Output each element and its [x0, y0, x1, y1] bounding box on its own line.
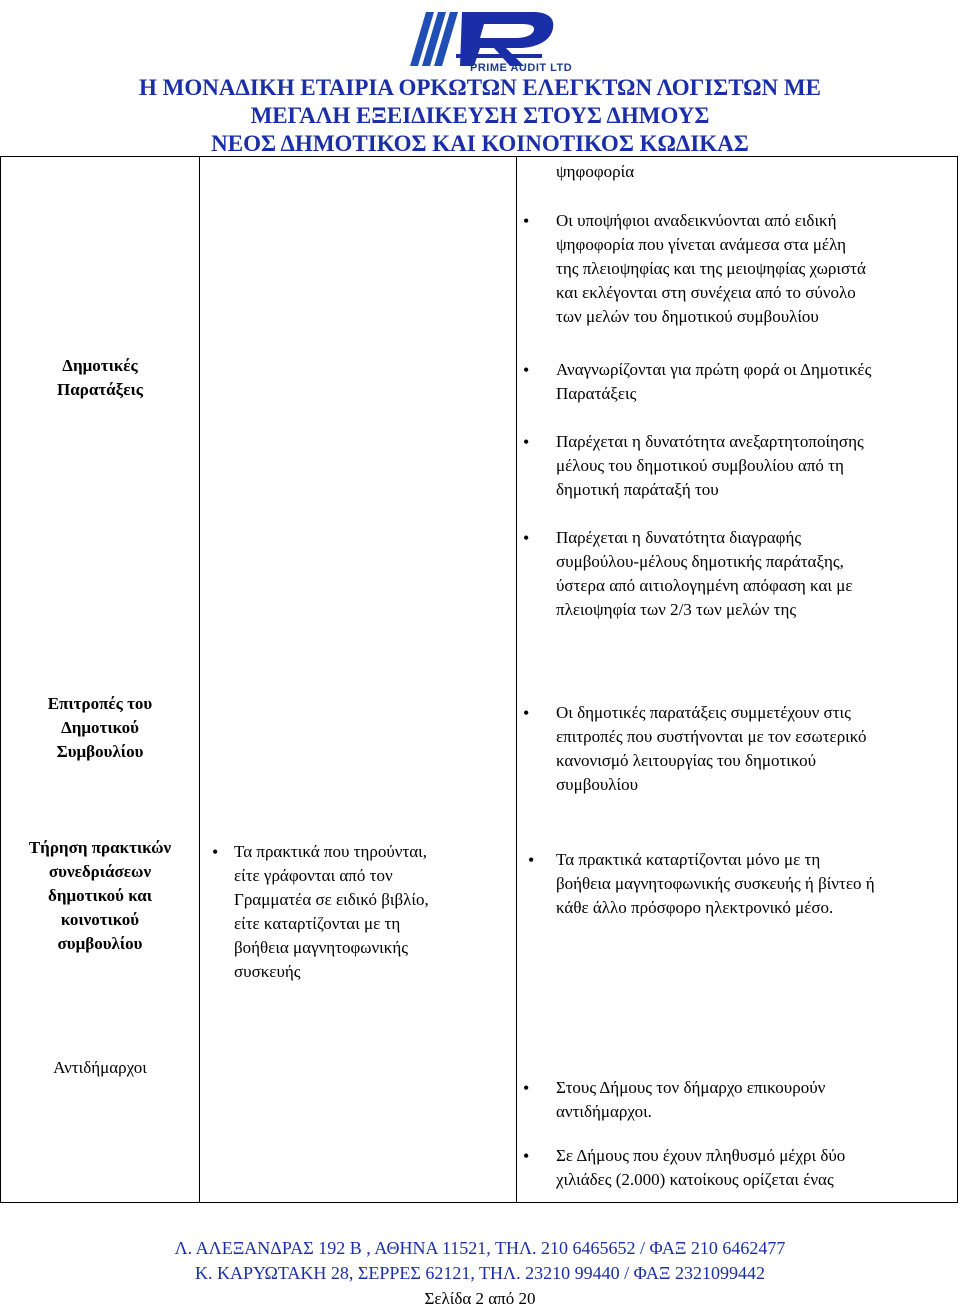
footer-address-athens: Λ. ΑΛΕΞΑΝΔΡΑΣ 192 Β , ΑΘΗΝΑ 11521, ΤΗΛ. 210 6465652 / ΦΑΞ 210 6462477 [174, 1238, 786, 1258]
list-item: • Σε Δήμους που έχουν πληθυσμό μέχρι δύο χιλιάδες (2.000) κατοίκους ορίζεται ένας [556, 1144, 936, 1192]
list-item: • Στους Δήμους τον δήμαρχο επικουρούν αντιδήμαρχοι. [556, 1076, 936, 1124]
column-divider-2 [516, 156, 517, 1203]
page-footer [0, 1236, 960, 1311]
page-header [0, 74, 960, 158]
footer-address-serres: Κ. ΚΑΡΥΩΤΑΚΗ 28, ΣΕΡΡΕΣ 62121, ΤΗΛ. 23210 99440 / ΦΑΞ 2321099442 [195, 1263, 765, 1283]
list-item: • Τα πρακτικά καταρτίζονται μόνο με τη βοήθεια μαγνητοφωνικής συσκευής ή βίντεο ή κάθε άλλο πρόσφορο ηλεκτρονικό μέσο. [556, 848, 952, 920]
table-border-bottom [0, 1202, 958, 1203]
row-label-minutes: Τήρηση πρακτικών συνεδριάσεων δημοτικού και κοινοτικού συμβουλίου [28, 838, 172, 953]
header-line-2: ΜΕΓΑΛΗ ΕΞΕΙΔΙΚΕΥΣΗ ΣΤΟΥΣ ΔΗΜΟΥΣ [250, 103, 710, 128]
table-border-left [0, 156, 1, 1203]
list-item: • Οι υποψήφιοι αναδεικνύονται από ειδική ψηφοφορία που γίνεται ανάμεσα στα μέλη της πλειοψηφίας και της μειοψηφίας χωριστά και εκλέγονται στη συνέχεια από το σύνολο των μελών του δημοτικού συμβουλίου [556, 209, 936, 329]
column-divider-1 [199, 156, 200, 1203]
list-item: • Αναγνωρίζονται για πρώτη φορά οι Δημοτικές Παρατάξεις [556, 358, 936, 406]
row-label-deputy-mayors: Αντιδήμαρχοι [53, 1058, 147, 1077]
continued-text: ψηφοφορία [556, 162, 635, 181]
comparison-table [0, 156, 960, 1203]
header-line-3: ΝΕΟΣ ΔΗΜΟΤΙΚΟΣ ΚΑΙ ΚΟΙΝΟΤΙΚΟΣ ΚΩΔΙΚΑΣ [211, 131, 749, 156]
row-label-factions: Δημοτικές Παρατάξεις [57, 356, 143, 399]
list-item: • Παρέχεται η δυνατότητα ανεξαρτητοποίησης μέλους του δημοτικού συμβουλίου από τη δημοτική παράταξή του [556, 430, 936, 502]
table-border-right [957, 156, 958, 1203]
list-item: • Παρέχεται η δυνατότητα διαγραφής συμβούλου-μέλους δημοτικής παράταξης, ύστερα από αιτιολογημένη απόφαση και με πλειοψηφία των 2/3 των μελών της [556, 526, 936, 622]
list-item: • Οι δημοτικές παρατάξεις συμμετέχουν στις επιτροπές που συστήνονται με τον εσωτερικό κανονισμό λειτουργίας του δημοτικού συμβουλίου [556, 701, 936, 797]
header-line-1: Η ΜΟΝΑΔΙΚΗ ΕΤΑΙΡΙΑ ΟΡΚΩΤΩΝ ΕΛΕΓΚΤΩΝ ΛΟΓΙΣΤΩΝ ΜΕ [139, 75, 821, 100]
row-label-committees: Επιτροπές του Δημοτικού Συμβουλίου [47, 694, 153, 761]
table-border-top [0, 156, 958, 157]
list-item: • Τα πρακτικά που τηρούνται, είτε γράφονται από τον Γραμματέα σε ειδικό βιβλίο, είτε καταρτίζονται με τη βοήθεια μαγνητοφωνικής συσκευής [234, 840, 504, 984]
logo-caption: PRIME AUDIT LTD [470, 62, 573, 74]
page-number: Σελίδα 2 από 20 [424, 1289, 536, 1308]
